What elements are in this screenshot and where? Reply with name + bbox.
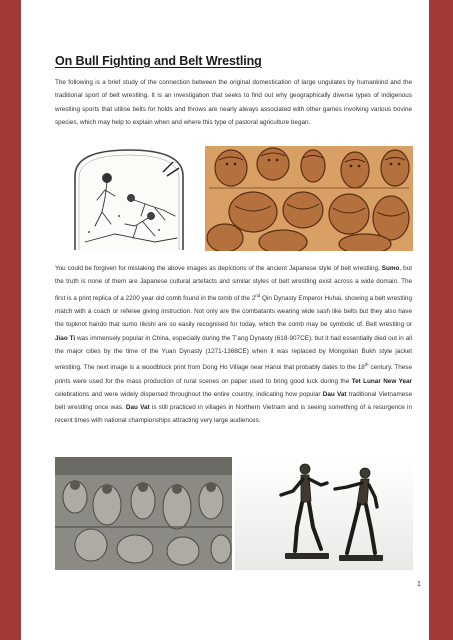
bold-term: Jiao Ti xyxy=(55,334,76,342)
document-page xyxy=(21,0,429,640)
bold-term: Dau Vat xyxy=(125,404,150,412)
bold-term: Dau Vat xyxy=(322,390,347,398)
ordinal-superscript: nd xyxy=(255,292,261,298)
body-text-run: , but the truth is none of them are Japanese cultural artefacts and similar styles of belt wrestling exist across a wide domain. The first is a print replica of a 2200 year old comb found in the tomb of the 2 xyxy=(55,265,412,302)
body-text-run: is still practiced in villages in Northern Vietnam and is seeing something of a resurgence in recent times with national championships attracting very large audiences. xyxy=(55,404,412,425)
document-title: On Bull Fighting and Belt Wrestling xyxy=(55,54,262,68)
page-number: 1 xyxy=(417,581,421,588)
ordinal-superscript: th xyxy=(364,362,369,368)
bronze-figurines-image xyxy=(235,457,413,570)
comb-replica-image xyxy=(55,146,203,251)
top-images-row xyxy=(55,146,435,251)
stone-relief-image xyxy=(55,457,232,570)
body-text-run: celebrations and were widely dispersed throughout the entire country, indicating how popular xyxy=(55,390,323,398)
body-text-run: was immensely popular in China, especially during the T’ang Dynasty (618-907CE), but it had essentially died out in all the major cities by the time of the Yuan Dynasty (1271-1368CE) when it was replaced by Mongolian Bukh style jacket wrestling. The next image is a woodblock print from Dong Ho Village near Hanoi that probably dates to the 18 xyxy=(55,334,412,372)
bold-term: Sumo xyxy=(381,265,400,272)
bold-term: Tet Lunar New Year xyxy=(351,377,412,385)
body-text-run: Qin Dynasty Emperor Huhai, showing a belt wrestling match with a coach or referee giving instruction. Not only are the combatants wearing wide sash like belts but they also have the topknot hairdo that sumo rikishi are so easily recognised for today, which the comb may be symbolic of. Belt wrestling or xyxy=(55,294,412,329)
body-text-run: traditional Vietnamese belt wrestling once was. xyxy=(55,390,412,412)
body-paragraph xyxy=(55,262,412,428)
bottom-images-row xyxy=(55,457,435,570)
body-text-run: You could be forgiven for mistaking the above images as depictions of the ancient Japanese style of belt wrestling, xyxy=(55,265,382,272)
body-text-run: century. These prints were used for the mass production of rural scenes on paper used to bring good luck during the xyxy=(55,364,412,385)
dong-ho-woodblock-image xyxy=(205,146,413,251)
intro-paragraph: The following is a brief study of the connection between the original domestication of large ungulates by humankind and the traditional sport of belt wrestling. It is an investigation that seeks to find out why geographically diverse types of indigenous wrestling sports that utilise belts for holds and throws are nearly always associated with other games involving various bovine species, which may help to explain when and where this type of pastoral agriculture began. xyxy=(55,79,412,126)
